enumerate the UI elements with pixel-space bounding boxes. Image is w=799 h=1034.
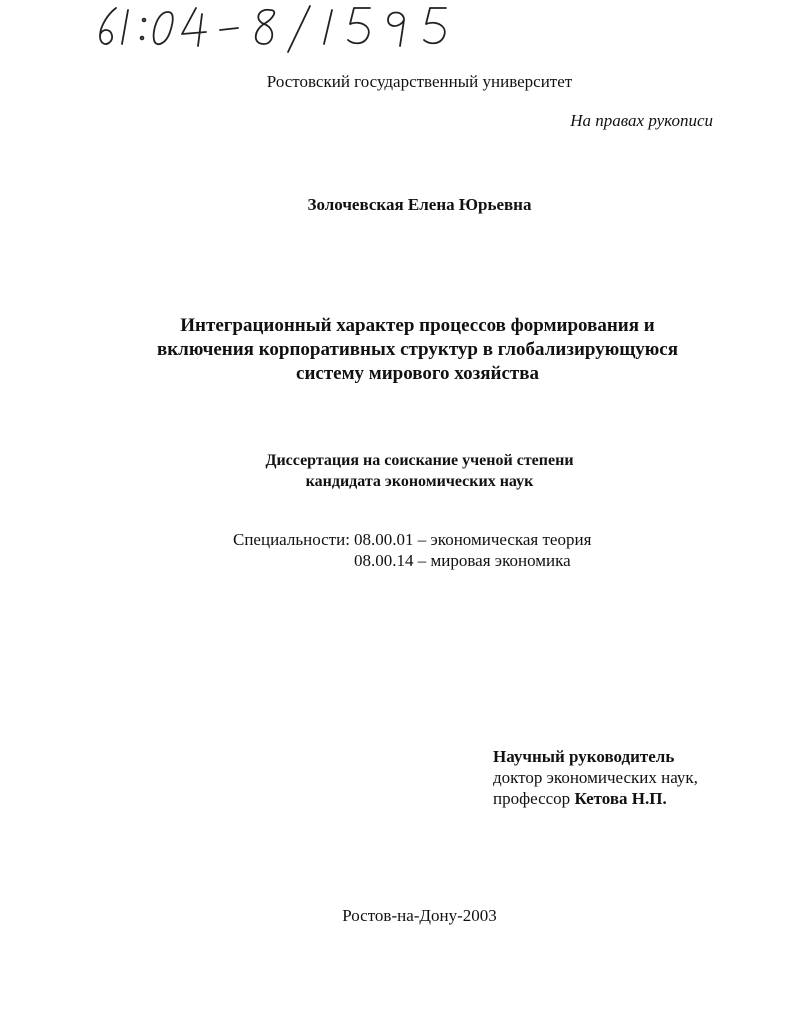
supervisor-heading: Научный руководитель <box>493 747 675 766</box>
supervisor-title-line <box>493 789 667 809</box>
specialty-item: 08.00.14 – мировая экономика <box>354 551 571 570</box>
supervisor-name: Кетова Н.П. <box>574 789 667 808</box>
university-name: Ростовский государственный университет <box>266 72 573 91</box>
city-year: Ростов-на-Дону-2003 <box>342 906 497 925</box>
specialty-item: 08.00.01 – экономическая теория <box>354 530 592 549</box>
supervisor-title: профессор <box>493 789 571 808</box>
supervisor-degree: доктор экономических наук, <box>493 768 698 787</box>
handwritten-archive-code <box>88 0 488 56</box>
degree-statement-line: кандидата экономических наук <box>305 473 534 490</box>
degree-statement-line: Диссертация на соискание ученой степени <box>265 452 574 469</box>
dissertation-title-line: включения корпоративных структур в глобализирующуюся <box>156 339 679 360</box>
author-name: Золочевская Елена Юрьевна <box>307 195 532 214</box>
rights-note: На правах рукописи <box>570 111 713 130</box>
dissertation-title-line: систему мирового хозяйства <box>296 363 539 384</box>
dissertation-title-line: Интеграционный характер процессов формирования и <box>180 315 655 336</box>
specialties-label: Специальности: <box>233 530 350 549</box>
